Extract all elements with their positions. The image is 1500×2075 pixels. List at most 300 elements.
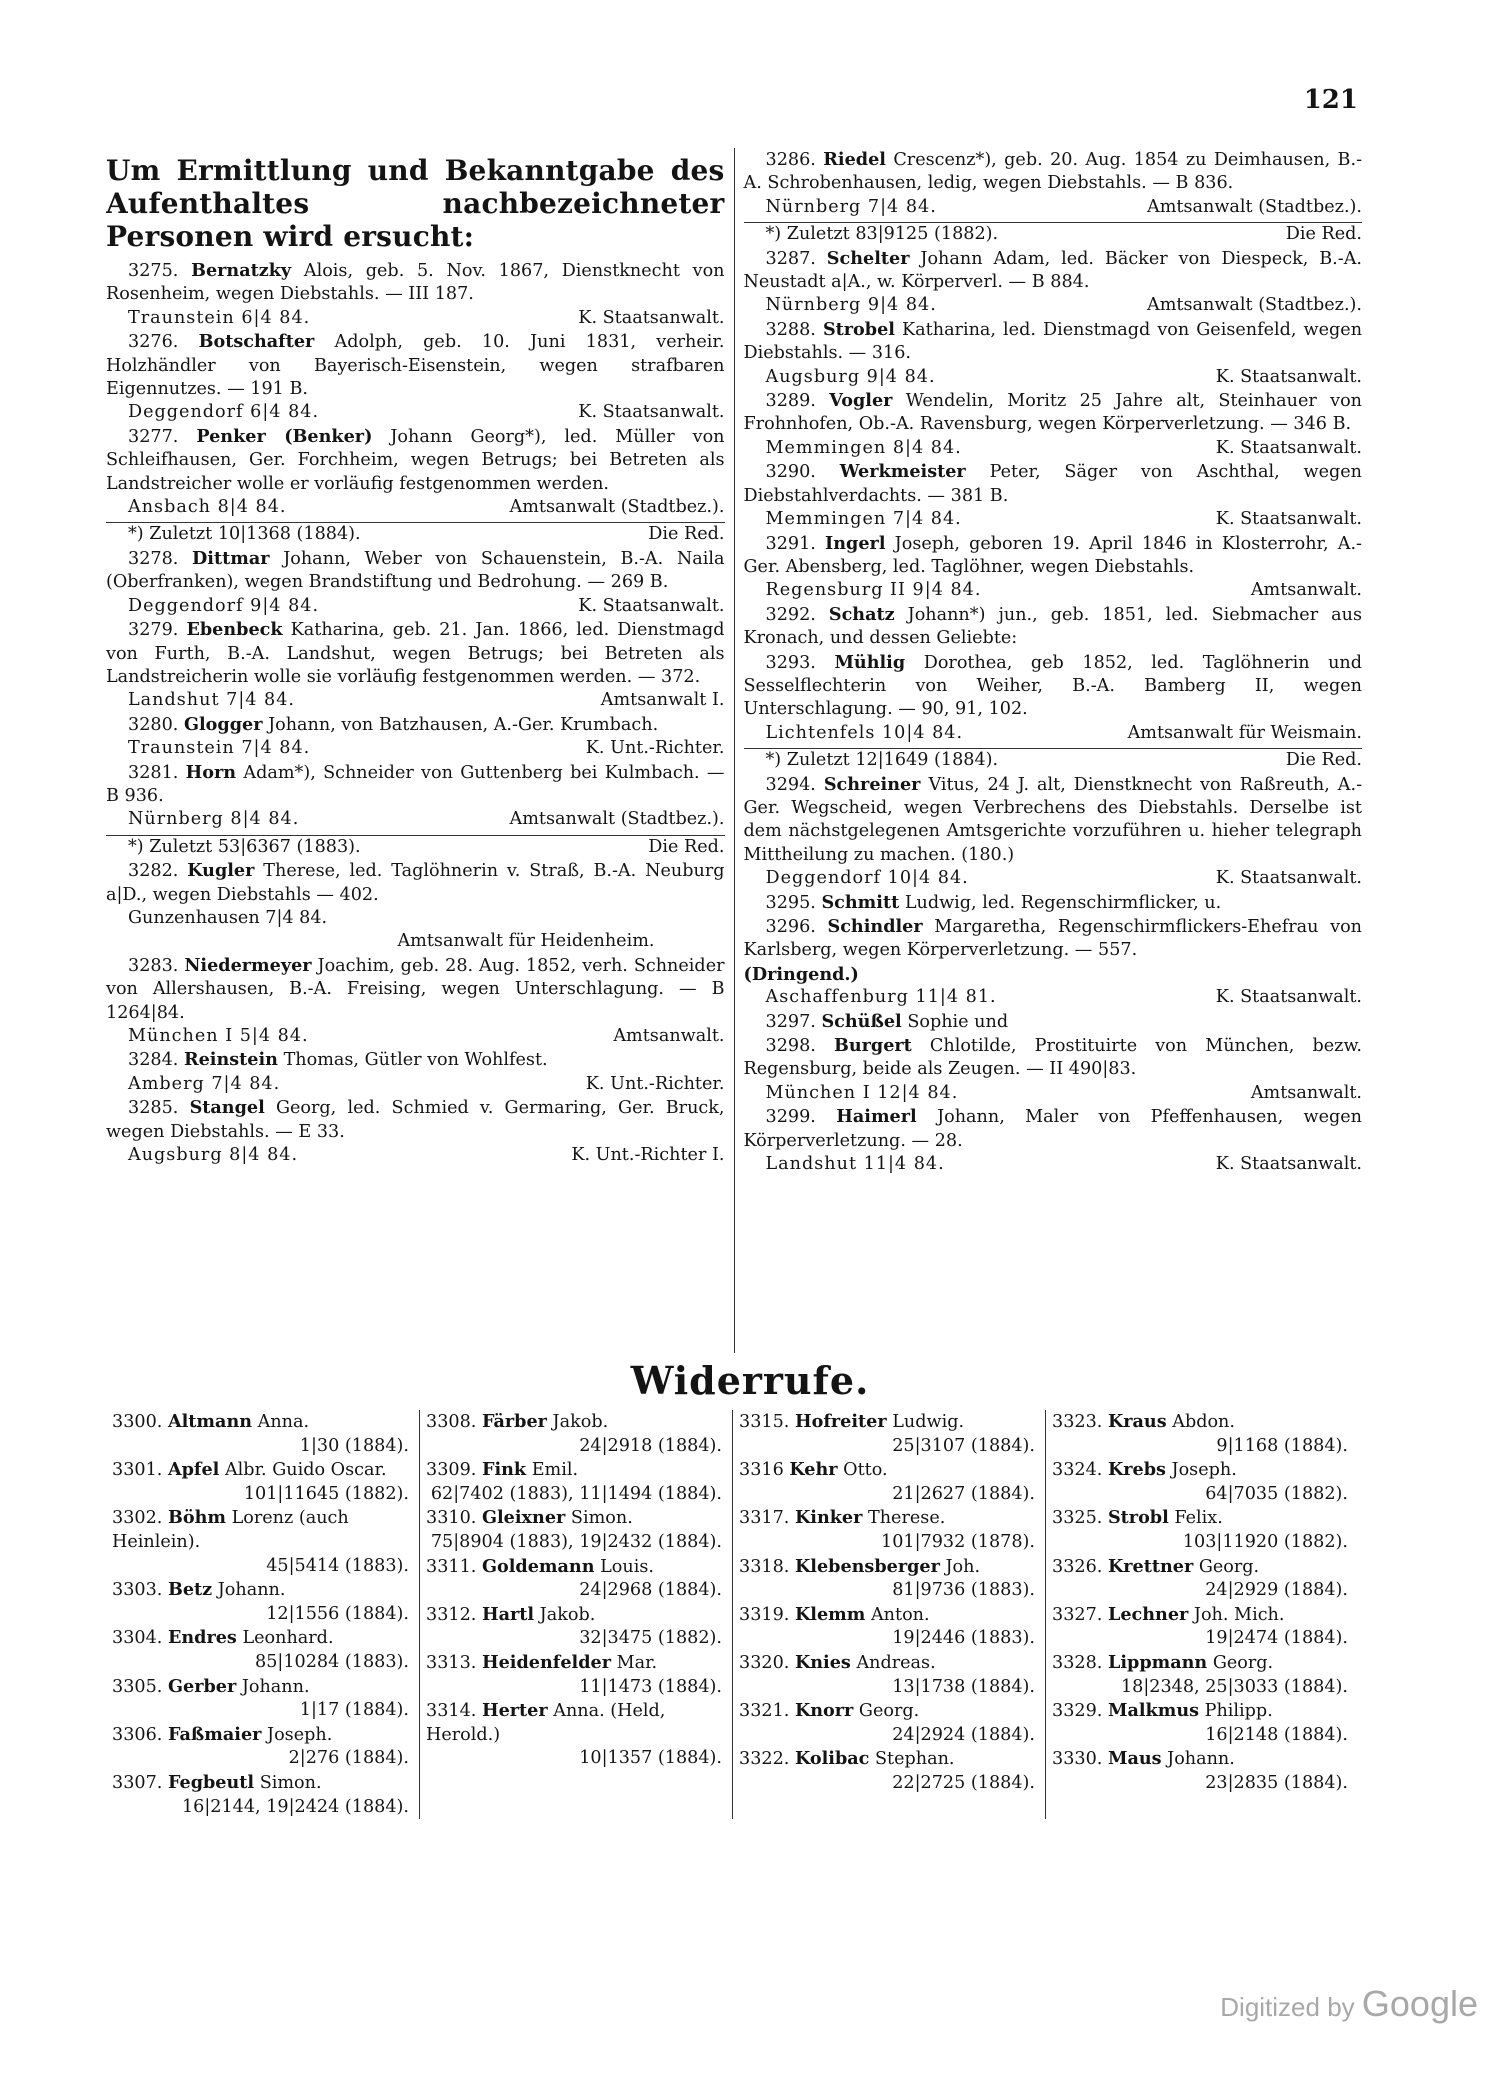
revocation-entry (739, 1603, 1039, 1651)
revocation-firstname: Anna. (Held, Herold.) (426, 1701, 666, 1745)
revocation-number: 3307. (112, 1772, 163, 1793)
footnote (744, 748, 1363, 772)
entry-number: 3275. (128, 261, 179, 281)
revocation-entry (1052, 1410, 1352, 1458)
entry-text: Katharina, geb. 21. Jan. 1866, led. Dienstmagd von Furth, B.-A. Landshut, wegen Betrugs; bei Betreten als Landstreicherin wolle sie vorläufig festgenommen werden. — 372. (106, 620, 725, 687)
revocation-entry (1052, 1699, 1352, 1747)
revocation-name: Krebs (1107, 1459, 1166, 1481)
notice-entry (744, 915, 1363, 963)
signature-authority: Amtsanwalt. (1250, 580, 1362, 601)
revocation-name: Gleixner (481, 1507, 566, 1529)
revocation-column (106, 1410, 419, 1819)
signature-authority: Amtsanwalt (Stadtbez.). (1147, 196, 1362, 217)
entry-name: Bernatzky (191, 260, 292, 281)
entry-text: Georg, led. Schmied v. Germaring, Ger. Bruck, wegen Diebstahls. — E 33. (106, 1098, 725, 1142)
signature-authority: Amtsanwalt (Stadtbez.). (509, 809, 725, 830)
entry-text: Adam*), Schneider von Guttenberg bei Kulmbach. — B 936. (106, 762, 725, 806)
revocation-entry (112, 1675, 413, 1723)
signature-line (106, 401, 725, 424)
revocation-reference: 1|30 (1884). (299, 1435, 409, 1456)
entry-text: Katharina, led. Dienstmagd von Geisenfeld, wegen Diebstahls. — 316. (743, 319, 1362, 364)
entry-name: Vogler (829, 390, 893, 412)
entry-text: Peter, Säger von Aschthal, wegen Diebstahlverdachts. — 381 B. (743, 462, 1362, 506)
entry-text: Joseph, geboren 19. April 1846 in Klosterrohr, A.-Ger. Abensberg, led. Taglöhner, wegen Diebstahls. (743, 533, 1362, 577)
revocation-reference: 16|2148 (1884). (1205, 1724, 1348, 1745)
revocation-name: Krettner (1107, 1555, 1194, 1577)
entry-number: 3293. (765, 652, 816, 673)
revocation-number: 3313. (426, 1652, 477, 1673)
revocation-firstname: Leonhard. (242, 1628, 334, 1649)
revocation-reference: 85|10284 (1883). (255, 1651, 409, 1672)
entry-name: Strobel (822, 318, 895, 340)
revocation-name: Kraus (1107, 1411, 1167, 1432)
revocation-column (419, 1410, 732, 1819)
signature-place: München I 12|4 84. (765, 1082, 959, 1103)
revocation-name: Strobl (1107, 1507, 1169, 1529)
revocation-reference: 23|2835 (1884). (1205, 1772, 1348, 1793)
revocation-number: 3325. (1052, 1508, 1103, 1529)
signature-place: Lichtenfels 10|4 84. (765, 722, 964, 743)
revocation-reference: 24|2968 (1884). (579, 1580, 722, 1601)
revocation-entry (112, 1458, 413, 1506)
revocation-reference: 75|8904 (1883), 19|2432 (1884). (430, 1531, 722, 1552)
notice-entry (744, 389, 1363, 437)
revocation-reference: 16|2144, 19|2424 (1884). (181, 1796, 409, 1817)
revocation-firstname: Albr. Guido Oscar. (224, 1460, 387, 1481)
signature-authority: K. Staatsanwalt. (1215, 509, 1362, 530)
signature-authority: Amtsanwalt (Stadtbez.). (509, 497, 725, 518)
revocation-number: 3326. (1052, 1556, 1103, 1577)
notice-entry (744, 1105, 1363, 1153)
watermark-brand: Google (1361, 1983, 1478, 2024)
signature-line (744, 196, 1363, 219)
entry-text: Sophie und (907, 1011, 1009, 1032)
revocation-name: Goldemann (481, 1555, 595, 1577)
signature-place: Regensburg II 9|4 84. (765, 580, 982, 601)
revocation-name: Altmann (167, 1411, 253, 1432)
revocation-name: Hofreiter (794, 1411, 887, 1432)
signature-authority: Amtsanwalt. (1250, 1082, 1362, 1103)
signature-line (744, 722, 1363, 745)
entry-number: 3292. (765, 604, 816, 625)
revocation-firstname: Philipp. (1204, 1701, 1273, 1722)
signature-place: München I 5|4 84. (128, 1026, 309, 1046)
entry-number: 3276. (128, 332, 179, 353)
entry-number: 3299. (765, 1107, 816, 1128)
revocation-firstname: Joh. (945, 1556, 981, 1577)
signature-authority: Amtsanwalt. (613, 1026, 725, 1046)
entry-number: 3289. (765, 391, 816, 412)
signature-authority-line: Amtsanwalt für Heidenheim. (397, 931, 655, 952)
watermark-prefix: Digitized by (1220, 1992, 1355, 2022)
signature-authority: K. Staatsanwalt. (578, 402, 725, 423)
revocation-number: 3321. (739, 1701, 790, 1722)
revocation-name: Kehr (789, 1459, 838, 1481)
revocation-entry (739, 1458, 1039, 1506)
revocation-entry (1052, 1651, 1352, 1699)
urgent-note: (Dringend.) (743, 963, 859, 985)
revocation-column (732, 1410, 1045, 1819)
revocation-reference: 101|7932 (1878). (881, 1531, 1035, 1552)
right-notice-list (744, 148, 1363, 1176)
signature-place: Ansbach 8|4 84. (128, 497, 287, 518)
notice-entry (744, 247, 1363, 295)
revocation-reference: 62|7402 (1883), 11|1494 (1884). (430, 1483, 722, 1504)
footnote (744, 222, 1363, 246)
footnote (106, 522, 725, 546)
notice-entry (744, 1010, 1363, 1034)
section-heading: Um Ermittlung und Bekanntgabe des Aufenthaltes nachbezeichneter Personen wird ersucht: (106, 154, 725, 253)
entry-name: Schelter (826, 247, 910, 269)
revocation-firstname: Jakob. (552, 1412, 609, 1432)
revocation-name: Färber (481, 1411, 547, 1432)
signature-place: Memmingen 8|4 84. (765, 437, 962, 458)
revocation-firstname: Johann. (1167, 1749, 1235, 1770)
revocation-number: 3322. (739, 1749, 790, 1770)
signature-place: Nürnberg 9|4 84. (765, 295, 937, 316)
notice-entry (106, 547, 725, 595)
signature-line (744, 294, 1363, 317)
revocation-firstname: Georg. (1198, 1556, 1260, 1577)
revocation-number: 3323. (1052, 1412, 1103, 1432)
signature-line (744, 366, 1363, 389)
revocation-entry (739, 1410, 1039, 1458)
revocation-name: Heidenfelder (481, 1651, 611, 1673)
revocation-entry (1052, 1747, 1352, 1795)
revocation-reference: 22|2725 (1884). (892, 1772, 1035, 1793)
revocation-number: 3330. (1052, 1749, 1103, 1770)
revocation-number: 3317. (739, 1508, 790, 1529)
entry-number: 3298. (765, 1036, 816, 1057)
revocation-firstname: Johann. (241, 1676, 310, 1697)
entry-text: Alois, geb. 5. Nov. 1867, Dienstknecht von Rosenheim, wegen Diebstahls. — III 187. (106, 261, 725, 305)
signature-line (106, 689, 725, 712)
revocation-number: 3304. (112, 1628, 163, 1649)
revocation-number: 3327. (1052, 1604, 1103, 1625)
revocation-name: Apfel (167, 1459, 220, 1481)
signature-authority: K. Staatsanwalt. (578, 307, 725, 328)
revocation-name: Klemm (794, 1603, 866, 1625)
entry-text: Wendelin, Moritz 25 Jahre alt, Steinhauer von Frohnhofen, Ob.-A. Ravensburg, wegen Körperverletzung. — 346 B. (743, 391, 1362, 435)
entry-text: Johann, von Batzhausen, A.-Ger. Krumbach. (268, 714, 659, 735)
entry-text: Adolph, geb. 10. Juni 1831, verheir. Holzhändler von Bayerisch-Eisenstein, wegen strafbaren Eigennutzes. — 191 B. (106, 332, 725, 400)
signature-place: Aschaffenburg 11|4 81. (765, 987, 997, 1008)
revocation-name: Böhm (167, 1507, 226, 1529)
entry-number: 3294. (765, 774, 816, 795)
revocation-reference: 19|2446 (1883). (892, 1628, 1035, 1649)
revocation-firstname: Emil. (531, 1460, 579, 1481)
revocation-number: 3315. (739, 1412, 790, 1432)
entry-name: Riedel (823, 149, 886, 170)
entry-name: Mühlig (834, 651, 906, 673)
footnote-signature: Die Red. (1285, 750, 1362, 771)
signature-place: Nürnberg 7|4 84. (765, 196, 937, 217)
entry-number: 3277. (128, 426, 179, 447)
revocation-reference: 103|11920 (1882). (1182, 1531, 1348, 1552)
revocation-reference: 64|7035 (1882). (1205, 1483, 1348, 1504)
notice-entry (106, 1048, 725, 1072)
revocation-column (1045, 1410, 1358, 1819)
signature-place: Deggendorf 6|4 84. (128, 402, 320, 423)
page-number: 121 (1303, 85, 1358, 115)
notice-entry (106, 330, 725, 401)
left-notice-list (106, 259, 725, 1167)
entry-text: Dorothea, geb 1852, led. Taglöhnerin und Sesselflechterin von Weiher, B.-A. Bamberg II, wegen Unterschlagung. — 90, 91, 102. (743, 652, 1362, 720)
revocation-number: 3309. (426, 1460, 477, 1481)
footnote-text: *) Zuletzt 83|9125 (1882). (765, 224, 999, 245)
revocation-firstname: Abdon. (1172, 1412, 1235, 1432)
entry-number: 3296. (765, 917, 816, 937)
signature-line (106, 808, 725, 831)
footnote-text: *) Zuletzt 12|1649 (1884). (765, 750, 999, 771)
entry-name: Penker (Benker) (196, 425, 373, 447)
entry-text: Chlotilde, Prostituirte von München, bezw. Regensburg, beide als Zeugen. — II 490|83. (743, 1036, 1362, 1080)
signature-authority: K. Unt.-Richter. (585, 738, 725, 759)
revocation-firstname: Joseph. (267, 1724, 333, 1745)
notice-entry (106, 859, 725, 907)
notice-entry (106, 713, 725, 737)
revocation-firstname: Jakob. (539, 1604, 596, 1625)
entry-name: Werkmeister (839, 461, 966, 483)
revocation-firstname: Stephan. (874, 1749, 955, 1770)
entry-name: Dittmar (192, 547, 270, 569)
signature-authority: K. Staatsanwalt. (1215, 437, 1362, 458)
signature-place: Traunstein 6|4 84. (128, 307, 311, 328)
signature-authority: Amtsanwalt I. (600, 690, 725, 711)
signature-authority: K. Staatsanwalt. (1215, 1154, 1362, 1175)
signature-line (744, 437, 1363, 460)
notice-entry (744, 1034, 1363, 1082)
entry-number: 3295. (765, 892, 816, 913)
revocation-reference: 25|3107 (1884). (892, 1435, 1035, 1456)
entry-name: Glogger (183, 713, 263, 735)
revocation-firstname: Johann. (217, 1580, 286, 1601)
entry-text: Ludwig, led. Regenschirmflicker, u. (904, 892, 1222, 913)
revocation-firstname: Andreas. (856, 1652, 936, 1673)
revocation-name: Faßmaier (167, 1723, 262, 1745)
notice-entry (744, 318, 1363, 366)
notices-section (106, 148, 1362, 1353)
revocation-name: Gerber (167, 1675, 237, 1697)
revocation-name: Betz (167, 1579, 213, 1601)
revocation-name: Hartl (481, 1603, 535, 1625)
entry-text: Therese, led. Taglöhnerin v. Straß, B.-A. Neuburg a|D., wegen Diebstahls — 402. (106, 861, 725, 905)
revocation-entry (1052, 1555, 1352, 1603)
entry-number: 3285. (128, 1098, 179, 1119)
revocation-entry (426, 1410, 726, 1458)
revocation-name: Fink (481, 1459, 527, 1481)
footnote-text: *) Zuletzt 10|1368 (1884). (128, 524, 361, 545)
signature-authority: K. Staatsanwalt. (1215, 987, 1362, 1008)
revocation-reference: 2|276 (1884). (288, 1748, 409, 1769)
revocation-name: Lippmann (1107, 1651, 1208, 1673)
revocation-entry (1052, 1603, 1352, 1651)
revocation-firstname: Joseph. (1171, 1460, 1237, 1481)
revocation-number: 3300. (112, 1412, 163, 1432)
footnote-signature: Die Red. (648, 524, 725, 545)
revocation-entry (739, 1506, 1039, 1554)
revocation-number: 3320. (739, 1652, 790, 1673)
signature-line (106, 307, 725, 330)
revocation-firstname: Ludwig. (892, 1412, 965, 1432)
entry-name: Reinstein (183, 1049, 278, 1071)
signature-line (106, 595, 725, 618)
entry-name: Kugler (187, 860, 255, 882)
entry-text: Thomas, Gütler von Wohlfest. (283, 1050, 548, 1071)
revocation-firstname: Anton. (870, 1604, 930, 1625)
entry-number: 3278. (128, 548, 179, 569)
signature-authority: K. Staatsanwalt. (1215, 366, 1362, 387)
revocation-number: 3328. (1052, 1652, 1103, 1673)
digitized-watermark (1198, 1983, 1478, 2025)
signature-line (106, 1144, 725, 1167)
notice-entry (744, 532, 1363, 580)
signature-authority: Amtsanwalt für Weismain. (1127, 722, 1362, 743)
entry-number: 3279. (128, 620, 179, 641)
revocation-name: Herter (481, 1700, 548, 1722)
revocation-firstname: Lorenz (auch Heinlein). (112, 1508, 349, 1552)
signature-line (106, 1025, 725, 1048)
signature-line (106, 1073, 725, 1096)
entry-number: 3288. (765, 319, 816, 340)
notice-entry (744, 891, 1363, 915)
entry-number: 3282. (128, 861, 179, 882)
entry-text: Margaretha, Regenschirmflickers-Ehefrau von Karlsberg, wegen Körperverletzung. — 557. (743, 917, 1362, 961)
revocation-name: Klebensberger (794, 1555, 940, 1577)
revocation-number: 3311. (426, 1556, 477, 1577)
signature-line (744, 1082, 1363, 1105)
revocation-firstname: Georg. (858, 1701, 920, 1722)
revocation-reference: 24|2918 (1884). (579, 1435, 722, 1456)
left-column (106, 148, 734, 1353)
notice-entry (106, 954, 725, 1025)
footnote (106, 835, 725, 859)
signature-line (744, 1153, 1363, 1176)
signature-place: Nürnberg 8|4 84. (128, 809, 300, 830)
revocation-reference: 1|17 (1884). (299, 1700, 409, 1721)
signature-line (744, 508, 1363, 531)
revocation-reference: 18|2348, 25|3033 (1884). (1120, 1676, 1348, 1697)
revocation-number: 3301. (112, 1460, 163, 1481)
revocation-number: 3316 (739, 1460, 784, 1481)
revocation-name: Malkmus (1107, 1700, 1200, 1722)
revocation-number: 3305. (112, 1676, 163, 1697)
entry-name: Burgert (833, 1035, 912, 1057)
entry-text: Joachim, geb. 28. Aug. 1852, verh. Schneider von Allershausen, B.-A. Freising, wegen Unterschlagung. — B 1264|84. (106, 955, 725, 1023)
entry-name: Horn (185, 761, 237, 783)
entry-text: Johann*) jun., geb. 1851, led. Siebmacher aus Kronach, und dessen Geliebte: (743, 604, 1362, 649)
signature-place: Landshut 7|4 84. (128, 690, 296, 711)
footnote-signature: Die Red. (1285, 224, 1362, 245)
revocation-entry (112, 1626, 413, 1674)
revocation-entry (739, 1651, 1039, 1699)
signature-place: Deggendorf 9|4 84. (128, 595, 320, 616)
revocation-name: Kolibac (794, 1748, 870, 1770)
entry-text: Johann Georg*), led. Müller von Schleifhausen, Ger. Forchheim, wegen Betrugs; bei Betreten als Landstreicher wolle er vorläufig festgenommen werden. (106, 426, 725, 494)
signature-authority: K. Staatsanwalt. (1215, 868, 1362, 889)
revocation-reference: 10|1357 (1884). (579, 1748, 722, 1769)
footnote-signature: Die Red. (648, 836, 725, 857)
signature-place: Augsburg 8|4 84. (128, 1145, 299, 1166)
revocation-firstname: Simon. (259, 1772, 322, 1793)
entry-number: 3297. (765, 1011, 816, 1032)
signature-line (744, 986, 1363, 1009)
revocation-reference: 32|3475 (1882). (579, 1628, 722, 1649)
revocation-entry (426, 1699, 726, 1771)
signature-authority: Amtsanwalt (Stadtbez.). (1147, 295, 1362, 316)
entry-name: Botschafter (198, 331, 315, 353)
signature-place: Amberg 7|4 84. (128, 1073, 281, 1094)
entry-number: 3284. (128, 1050, 179, 1071)
revocation-reference: 13|1738 (1884). (892, 1676, 1035, 1697)
revocations-title: Widerrufe. (630, 1358, 870, 1403)
revocation-entry (112, 1723, 413, 1771)
entry-name: Schmitt (821, 891, 900, 913)
revocation-name: Fegbeutl (167, 1771, 255, 1793)
notice-entry (744, 651, 1363, 722)
notice-entry (106, 1096, 725, 1144)
revocation-reference: 12|1556 (1884). (266, 1603, 409, 1624)
revocation-firstname: Anna. (257, 1412, 310, 1432)
revocation-entry (426, 1506, 726, 1554)
revocation-reference: 101|11645 (1882). (243, 1483, 409, 1504)
revocation-entry (739, 1699, 1039, 1747)
right-column (735, 148, 1363, 1353)
footnote-text: *) Zuletzt 53|6367 (1883). (128, 836, 361, 857)
entry-name: Ingerl (825, 532, 886, 554)
revocation-name: Knorr (794, 1700, 854, 1722)
entry-name: Haimerl (836, 1106, 917, 1128)
notice-entry (744, 460, 1363, 508)
revocation-name: Lechner (1107, 1603, 1189, 1625)
signature-place-line: Gunzenhausen 7|4 84. (128, 907, 328, 928)
revocation-reference: 24|2924 (1884). (892, 1724, 1035, 1745)
entry-text: Vitus, 24 J. alt, Dienstknecht von Raßreuth, A.-Ger. Wegscheid, wegen Verbrechens des Diebstahls. Derselbe ist dem nächstgelegenen Amtsgerichte vorzuführen u. hieher telegraph Mittheilung zu machen. (180.) (743, 774, 1362, 865)
signature-place: Deggendorf 10|4 84. (765, 868, 969, 889)
entry-number: 3281. (128, 762, 179, 783)
signature-line (106, 496, 725, 519)
revocation-number: 3318. (739, 1556, 790, 1577)
entry-name: Stangel (189, 1097, 265, 1119)
revocation-reference: 9|1168 (1884). (1216, 1435, 1348, 1456)
revocation-number: 3308. (426, 1412, 477, 1432)
entry-number: 3290. (765, 462, 816, 483)
entry-number: 3287. (765, 248, 816, 269)
signature-place: Memmingen 7|4 84. (765, 509, 962, 530)
revocation-reference: 11|1473 (1884). (579, 1676, 722, 1697)
signature-authority: K. Unt.-Richter I. (571, 1145, 725, 1166)
revocation-number: 3302. (112, 1508, 163, 1529)
notice-entry (106, 618, 725, 689)
notice-entry (744, 773, 1363, 868)
signature-place: Traunstein 7|4 84. (128, 738, 311, 759)
revocation-number: 3329. (1052, 1701, 1103, 1722)
entry-name: Schatz (828, 603, 895, 625)
revocation-number: 3312. (426, 1604, 477, 1625)
revocation-entry (112, 1410, 413, 1458)
revocation-firstname: Felix. (1174, 1508, 1223, 1529)
signature-line (106, 737, 725, 760)
entry-name: Schindler (827, 916, 923, 937)
revocation-entry (1052, 1506, 1352, 1554)
revocation-entry (112, 1506, 413, 1578)
entry-name: Schreiner (823, 773, 921, 795)
entry-name: Niedermeyer (184, 954, 312, 976)
revocation-firstname: Otto. (843, 1460, 888, 1481)
signature-line (744, 579, 1363, 602)
signature-place: Augsburg 9|4 84. (765, 366, 936, 387)
revocation-firstname: Mar. (616, 1652, 658, 1673)
